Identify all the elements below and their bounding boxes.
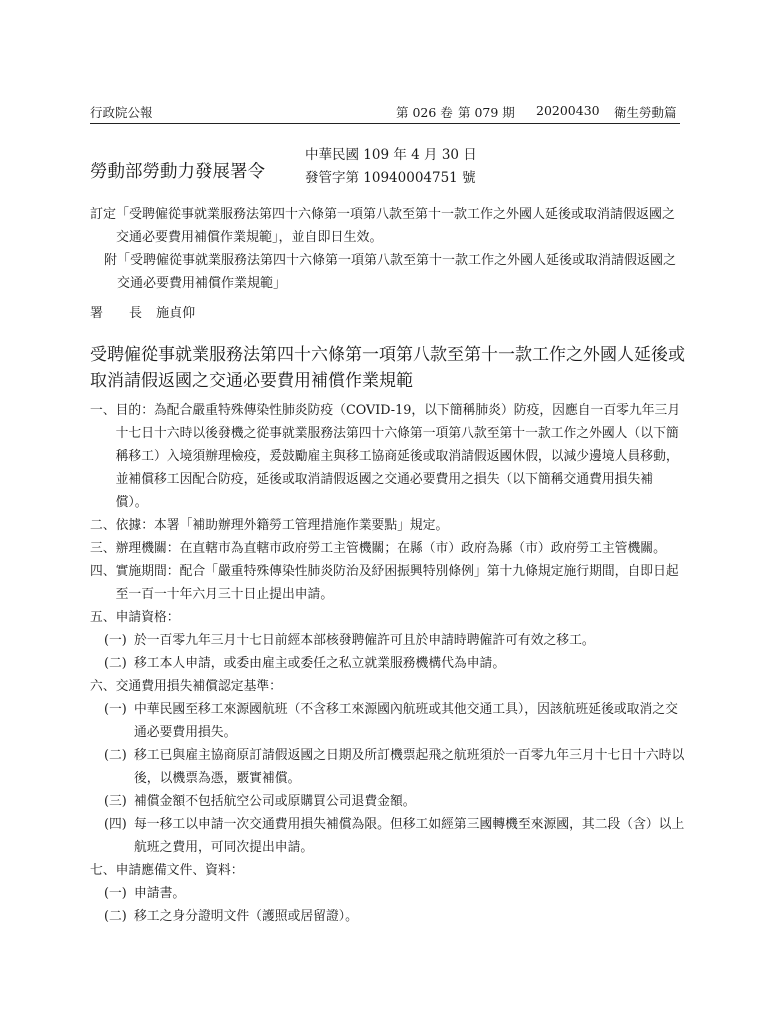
header-rule <box>90 123 680 124</box>
sub-item <box>90 790 685 813</box>
attach-line <box>90 249 685 295</box>
list-item <box>90 675 685 698</box>
list-item <box>90 399 685 514</box>
sub-item-text: 於一百零九年三月十七日前經本部核發聘僱許可且於申請時聘僱許可有效之移工。 <box>134 633 595 648</box>
attach-label: 附 <box>104 253 118 268</box>
announcement <box>90 203 685 295</box>
date-code: 20200430 <box>536 103 600 118</box>
sub-item <box>90 882 685 905</box>
sub-item <box>90 813 685 859</box>
sub-item-text: 申請書。 <box>134 886 186 901</box>
sub-item-number: (二) <box>104 909 127 924</box>
item-text: 實施期間：配合「嚴重特殊傳染性肺炎防治及紓困振興特別條例」第十九條規定施行期間，自即日起至一百一十年六月三十日止提出申請。 <box>115 564 679 602</box>
sub-item <box>90 698 685 744</box>
sub-item <box>90 744 685 790</box>
item-number: 一、 <box>90 403 116 418</box>
order-doc-number: 發管字第 10940004751 號 <box>305 170 476 186</box>
sub-item-number: (一) <box>104 886 127 901</box>
sub-item <box>90 652 685 675</box>
item-number: 三、 <box>90 541 116 556</box>
enact-label: 訂定 <box>90 207 117 222</box>
sub-item <box>90 629 685 652</box>
signer <box>90 302 195 321</box>
item-number: 二、 <box>90 518 116 533</box>
sub-item-number: (二) <box>104 748 127 763</box>
list-item <box>90 537 685 560</box>
list-item <box>90 859 685 882</box>
item-number: 七、 <box>90 863 116 878</box>
attach-text: 「受聘僱從事就業服務法第四十六條第一項第八款至第十一款工作之外國人延後或取消請假返國之交通必要費用補償作業規範」 <box>117 253 677 291</box>
regulation-title: 受聘僱從事就業服務法第四十六條第一項第八款至第十一款工作之外國人延後或取消請假返國之交通必要費用補償作業規範 <box>90 345 685 391</box>
item-text: 交通費用損失補償認定基準： <box>115 679 282 694</box>
item-number: 五、 <box>90 610 116 625</box>
sub-item-text: 移工之身分證明文件（護照或居留證）。 <box>134 909 358 924</box>
signer-name: 施貞仰 <box>156 306 196 321</box>
order-date: 中華民國 109 年 4 月 30 日 <box>305 147 477 163</box>
volume-number: 第 026 卷 <box>396 105 453 120</box>
section-name: 衛生勞動篇 <box>614 105 677 120</box>
sub-item-text: 移工已與雇主協商原訂請假返國之日期及所訂機票起飛之航班須於一百零九年三月十七日十六時以後，以機票為憑，覈實補償。 <box>134 748 685 786</box>
publication-name: 行政院公報 <box>90 105 153 120</box>
item-number: 四、 <box>90 564 116 579</box>
regulation-body <box>90 399 685 928</box>
sub-item-text: 中華民國至移工來源國航班（不含移工來源國內航班或其他交通工具），因該航班延後或取消之交通必要費用損失。 <box>134 702 678 740</box>
issue-number: 第 079 期 <box>458 105 515 120</box>
sub-item-number: (二) <box>104 656 127 671</box>
sub-item-number: (一) <box>104 633 127 648</box>
sub-item-text: 移工本人申請，或委由雇主或委任之私立就業服務機構代為申請。 <box>134 656 506 671</box>
item-text: 申請資格： <box>115 610 180 625</box>
list-item <box>90 606 685 629</box>
issuing-agency: 勞動部勞動力發展署令 <box>90 162 265 182</box>
sub-item <box>90 905 685 928</box>
item-text: 目的：為配合嚴重特殊傳染性肺炎防疫（COVID-19，以下簡稱肺炎）防疫，因應自一百零九年三月十七日十六時以後發機之從事就業服務法第四十六條第一項第八款至第十一款工作之外國人（以下簡稱移工）入境須辦理檢疫，爰鼓勵雇主與移工協商延後或取消請假返國休假，以減少邊境人員移動，並補償移工因配合防疫，延後或取消請假返國之交通必要費用之損失（以下簡稱交通費用損失補償）。 <box>115 403 681 510</box>
item-text: 申請應備文件、資料： <box>115 863 244 878</box>
signer-title: 署 長 <box>90 306 143 321</box>
list-item <box>90 514 685 537</box>
sub-item-number: (一) <box>104 702 127 717</box>
item-text: 依據：本署「補助辦理外籍勞工管理措施作業要點」規定。 <box>115 518 449 533</box>
sub-item-number: (三) <box>104 794 127 809</box>
item-text: 辦理機關：在直轄市為直轄市政府勞工主管機關；在縣（市）政府為縣（市）政府勞工主管機關。 <box>115 541 666 556</box>
enact-line <box>90 203 685 249</box>
item-number: 六、 <box>90 679 116 694</box>
enact-text: 「受聘僱從事就業服務法第四十六條第一項第八款至第十一款工作之外國人延後或取消請假返國之交通必要費用補償作業規範」，並自即日生效。 <box>116 207 676 245</box>
sub-item-number: (四) <box>104 817 127 832</box>
sub-item-text: 每一移工以申請一次交通費用損失補償為限。但移工如經第三國轉機至來源國，其二段（含）以上航班之費用，可同次提出申請。 <box>134 817 685 855</box>
sub-item-text: 補償金額不包括航空公司或原購買公司退費金額。 <box>134 794 416 809</box>
list-item <box>90 560 685 606</box>
